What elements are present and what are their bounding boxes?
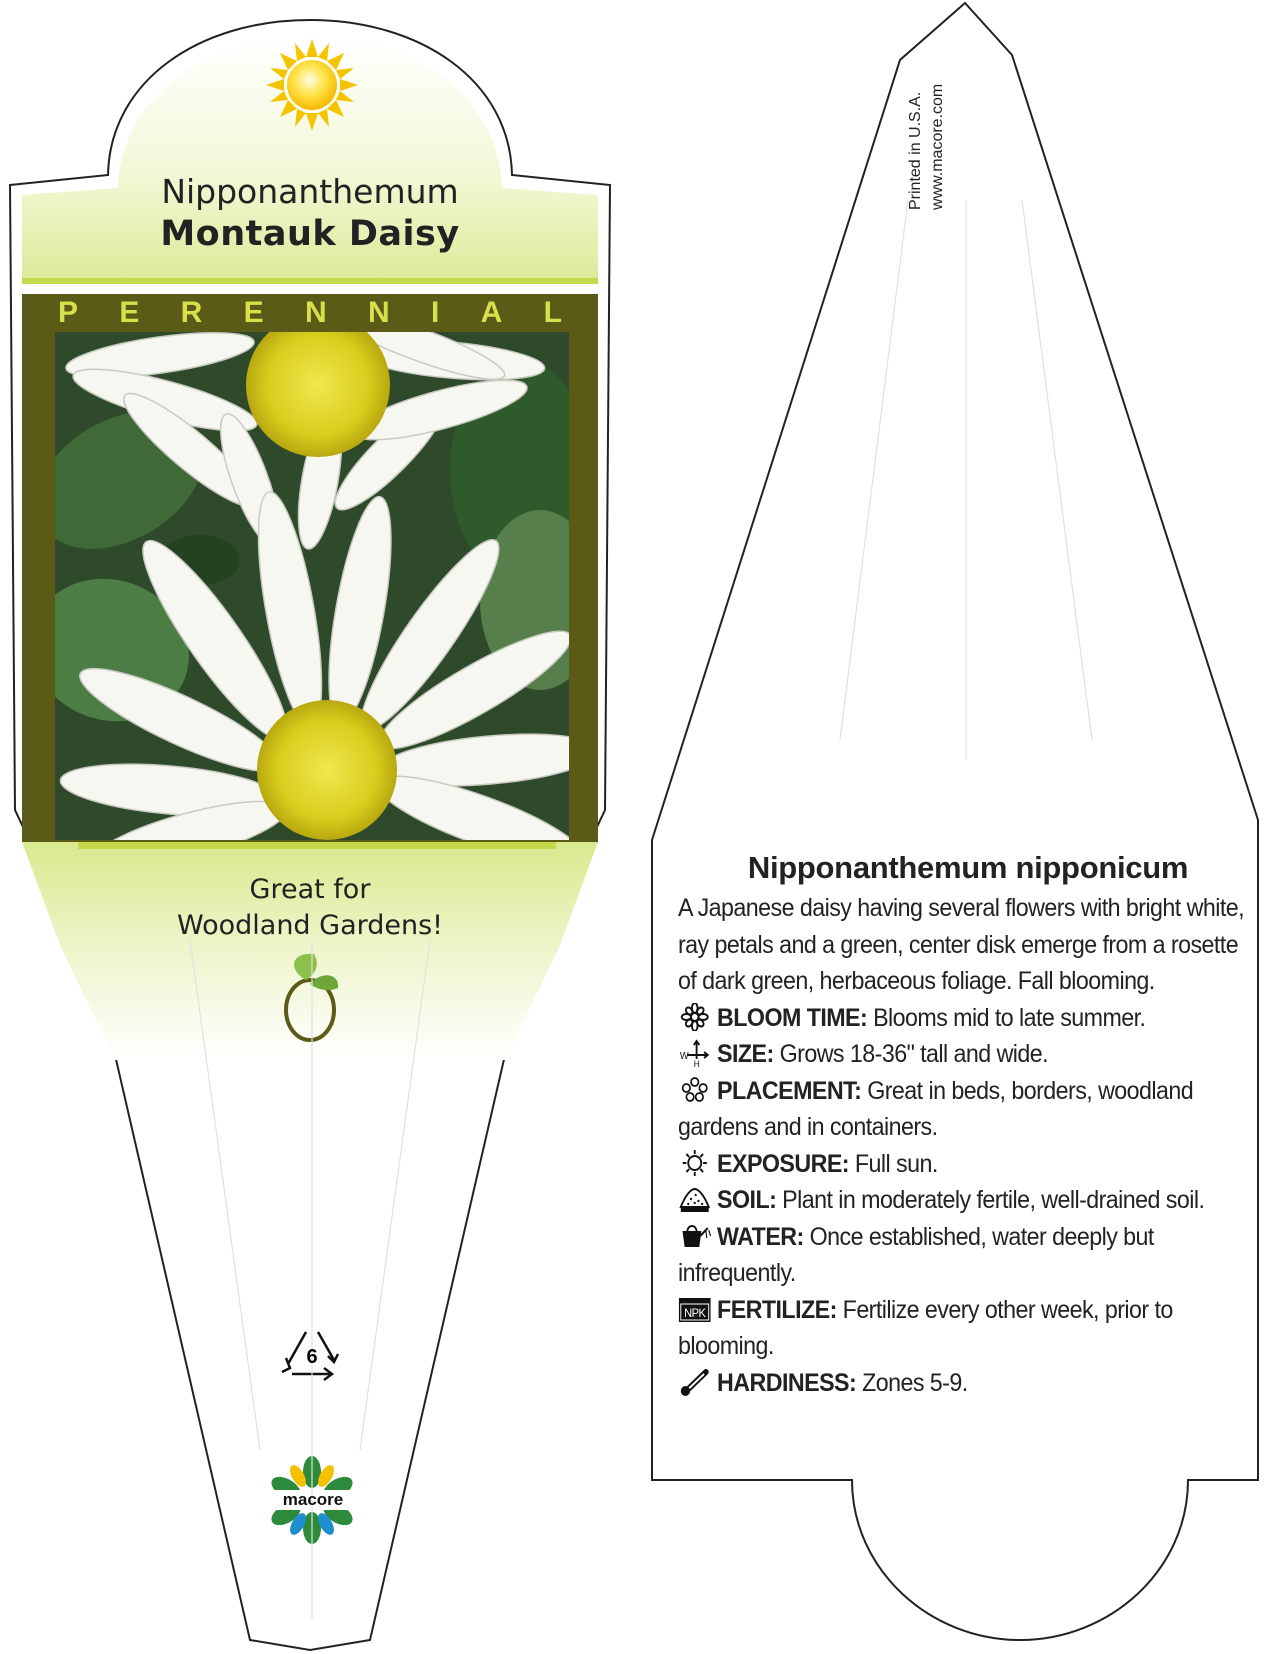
care-info xyxy=(678,850,1258,1401)
svg-text:NPK: NPK xyxy=(684,1307,706,1320)
printed-in: Printed in U.S.A. xyxy=(907,91,924,210)
placement-row: PLACEMENT: Great in beds, borders, woodland gardens and in containers. xyxy=(678,1076,1194,1141)
water-row: WATER: Once established, water deeply but infrequently. xyxy=(678,1222,1154,1287)
soil-icon xyxy=(678,1185,711,1213)
watering-can-icon xyxy=(678,1222,711,1250)
daisy-photo xyxy=(11,299,602,882)
size-row: W H SIZE: Grows 18-36" tall and wide. xyxy=(679,1040,1049,1068)
tagline xyxy=(0,872,620,944)
tagline-line1: Great for xyxy=(249,874,371,905)
brand-logo-text: macore xyxy=(282,1490,344,1509)
thermometer-icon xyxy=(678,1368,711,1396)
svg-text:W: W xyxy=(679,1050,689,1063)
botanical-name: Nipponanthemum nipponicum xyxy=(747,850,1189,885)
description: A Japanese daisy having several flowers with bright white, ray petals and a green, center disk emerge from a rosette of dark green, herbaceous foliage. Fall blooming. xyxy=(678,894,1245,995)
website: www.macore.com xyxy=(929,83,946,210)
sun-icon xyxy=(678,1149,711,1177)
svg-text:H: H xyxy=(693,1058,700,1067)
placement-icon xyxy=(678,1076,711,1104)
category-label: P E R E N N I A L xyxy=(58,296,562,329)
hardiness-row: HARDINESS: Zones 5-9. xyxy=(678,1365,1255,1402)
fertilize-row: NPK FERTILIZE: Fertilize every other week, prior to blooming. xyxy=(678,1295,1173,1360)
flower-icon xyxy=(678,1003,711,1031)
npk-icon xyxy=(678,1295,711,1323)
recycle-number: 6 xyxy=(306,1346,318,1368)
exposure-row: EXPOSURE: Full sun. xyxy=(678,1146,1255,1183)
common-name: Montauk Daisy xyxy=(160,214,460,254)
tagline-line2: Woodland Gardens! xyxy=(176,910,444,941)
print-info xyxy=(905,40,949,210)
genus-name: Nipponanthemum xyxy=(161,172,459,211)
bloom-time-row: BLOOM TIME: Blooms mid to late summer. xyxy=(678,1000,1255,1037)
soil-row: SOIL: Plant in moderately fertile, well-drained soil. xyxy=(678,1182,1255,1219)
size-icon xyxy=(678,1039,711,1067)
